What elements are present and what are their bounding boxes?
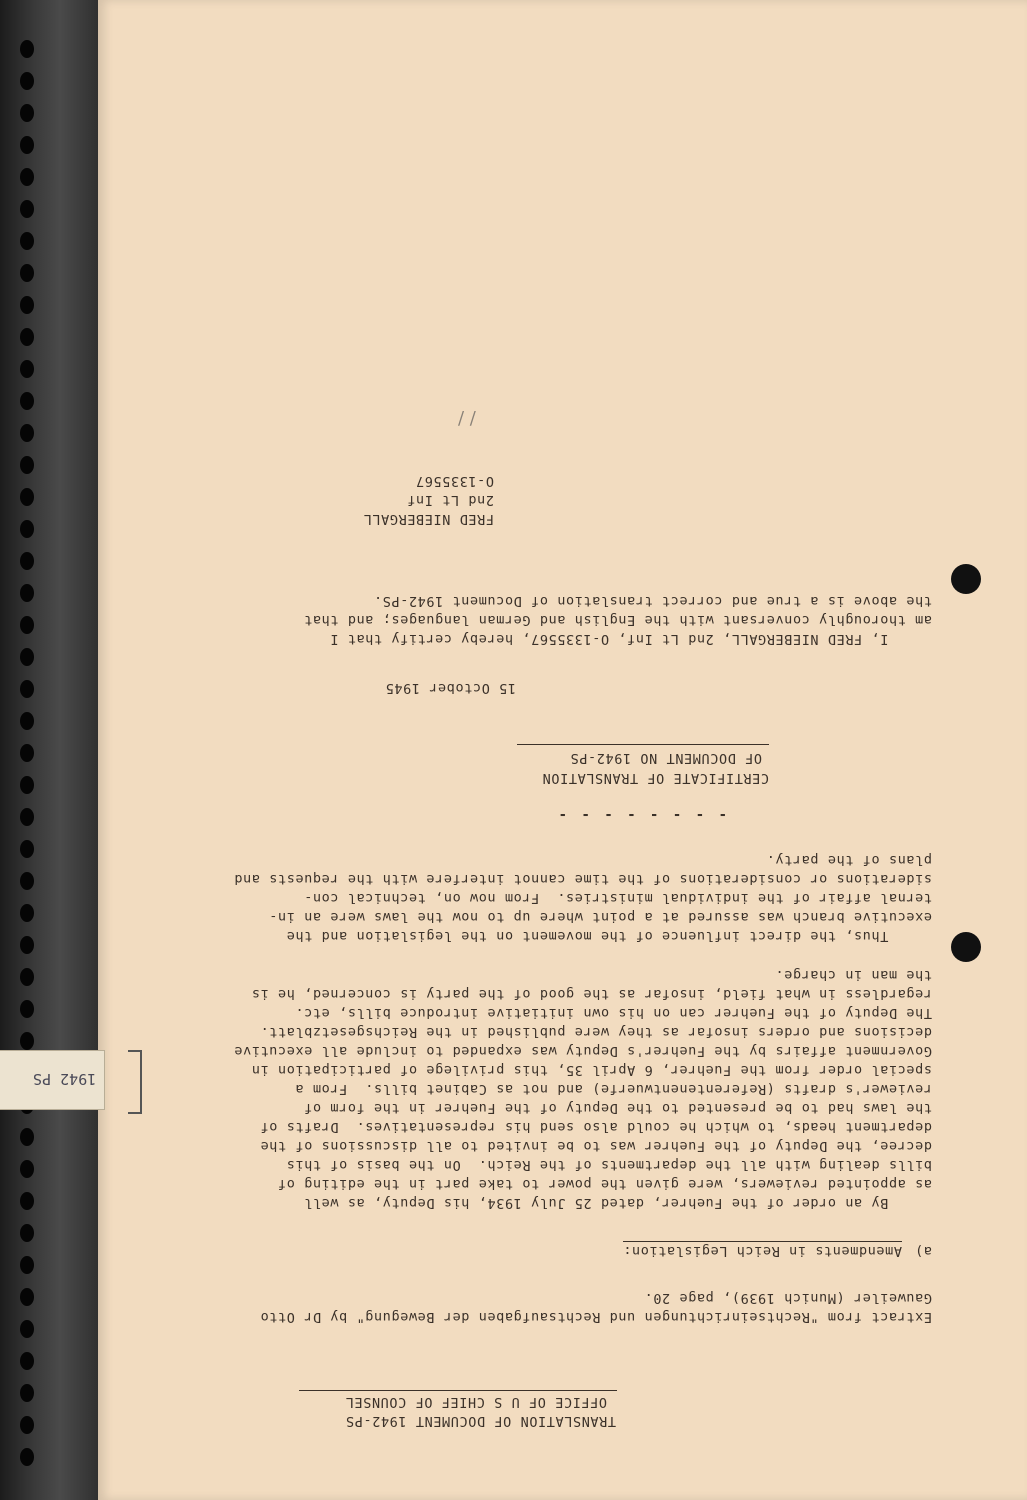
- para1-line: special order from the Fuehrer, 6 April 35, this privilege of participation in: [251, 1062, 932, 1078]
- binder-hole: [20, 968, 34, 986]
- binder-hole: [20, 1352, 34, 1370]
- para2-line: Thus, the direct influence of the movement on the legislation and the: [286, 928, 932, 944]
- para2-line: siderations or considerations of the time cannot interfere with the requests and: [233, 871, 932, 887]
- signature-name: FRED NIEBERGALL: [363, 511, 494, 527]
- binder-hole: [20, 648, 34, 666]
- binder-hole: [20, 168, 34, 186]
- binder-hole: [20, 936, 34, 954]
- binder-hole: [20, 200, 34, 218]
- para1-line: regardless in what field, insofar as the good of the party is concerned, he is: [251, 986, 932, 1002]
- binder-hole: [20, 584, 34, 602]
- para1-line: the laws had to be presented to the Deputy of the Fuehrer in the form of: [303, 1100, 932, 1116]
- punch-hole: [951, 564, 981, 594]
- extract-source-2: Gauweiler (Munich 1939), page 20.: [643, 1290, 932, 1306]
- para1-line: reviewer's drafts (Referentenentwuerfe) and not as Cabinet bills. From a: [294, 1081, 932, 1097]
- binder-spine: [0, 0, 100, 1500]
- binder-hole: [20, 296, 34, 314]
- binder-hole: [20, 1192, 34, 1210]
- binder-hole: [20, 1288, 34, 1306]
- binder-hole: [20, 488, 34, 506]
- binder-hole: [20, 424, 34, 442]
- section-marker: a): [914, 1243, 932, 1259]
- signature-rank: 2nd Lt Inf: [406, 492, 494, 508]
- para2-line: plans of the party.: [766, 852, 932, 868]
- para1-line: The Deputy of the Fuehrer can on his own initiative introduce bills, etc.: [294, 1005, 932, 1021]
- binder-hole: [20, 744, 34, 762]
- pencil-mark: / /: [458, 408, 476, 429]
- certificate-body-line: am thoroughly conversant with the English and German languages; and that: [303, 612, 932, 628]
- section-title-text: Amendments in Reich Legislation:: [622, 1243, 902, 1259]
- para2-line: executive branch was assured at a point where up to now the laws were an in-: [268, 909, 932, 925]
- binder-hole: [20, 1128, 34, 1146]
- para1-line: bills dealing with all the departments of the Reich. On the basis of this: [286, 1157, 932, 1173]
- binder-hole: [20, 712, 34, 730]
- binder-hole: [20, 136, 34, 154]
- header-underline: [299, 1390, 617, 1391]
- header-title: TRANSLATION OF DOCUMENT 1942-PS: [345, 1413, 616, 1429]
- binder-hole: [20, 360, 34, 378]
- binder-hole: [20, 680, 34, 698]
- para1-line: department heads, to which he could also send his representatives. Drafts of: [259, 1119, 932, 1135]
- binder-hole: [20, 872, 34, 890]
- certificate-body-line: I, FRED NIEBERGALL, 2nd Lt Inf, O-1335567, hereby certify that I: [329, 631, 932, 647]
- certificate-title: CERTIFICATE OF TRANSLATION: [542, 770, 769, 786]
- signature-serial: O-1335567: [415, 473, 494, 489]
- binder-hole: [20, 904, 34, 922]
- binder-hole: [20, 776, 34, 794]
- index-tab-label: 1942 PS: [32, 1070, 96, 1088]
- separator: - - - - - - - -: [555, 807, 727, 823]
- binder-hole: [20, 1320, 34, 1338]
- binder-hole: [20, 72, 34, 90]
- binder-hole: [20, 456, 34, 474]
- binder-hole: [20, 264, 34, 282]
- para1-line: as appointed reviewers, were given the power to take part in the editing of: [277, 1176, 932, 1192]
- binder-hole: [20, 1256, 34, 1274]
- para1-line: By an order of the Fuehrer, dated 25 July 1934, his Deputy, as well: [303, 1195, 932, 1211]
- section-title: [623, 1243, 902, 1259]
- binder-hole: [20, 552, 34, 570]
- binder-hole: [20, 1032, 34, 1050]
- binder-hole: [20, 232, 34, 250]
- para1-line: Government affairs by the Fuehrer's Deputy was expanded to include all executive: [233, 1043, 932, 1059]
- para1-line: the man in charge.: [774, 967, 932, 983]
- para1-line: decree, the Deputy of the Fuehrer was to be invited to all discussions of the: [259, 1138, 932, 1154]
- binder-hole: [20, 808, 34, 826]
- binder-hole: [20, 1448, 34, 1466]
- binder-hole: [20, 1224, 34, 1242]
- margin-bracket: [128, 1050, 142, 1114]
- header-office: OFFICE OF U S CHIEF OF COUNSEL: [345, 1394, 607, 1410]
- index-tab: [0, 1050, 105, 1110]
- binder-hole: [20, 392, 34, 410]
- binder-hole: [20, 1384, 34, 1402]
- para2-line: ternal affair of the individual ministries. From now on, technical con-: [303, 890, 932, 906]
- extract-source: Extract from "Rechtseinrichtungen und Rechtsaufgaben der Bewegung" by Dr Otto: [259, 1309, 932, 1325]
- certificate-underline: [517, 744, 769, 745]
- upside-down-document: [98, 0, 1027, 1500]
- punch-hole: [951, 932, 981, 962]
- binder-hole: [20, 1416, 34, 1434]
- binder-hole: [20, 520, 34, 538]
- para1-line: decisions and orders insofar as they were published in the Reichsgesetzblatt.: [259, 1024, 932, 1040]
- certificate-date: 15 October 1945: [385, 680, 516, 696]
- certificate-body-line: the above is a true and correct translation of Document 1942-PS.: [373, 593, 932, 609]
- binder-hole: [20, 40, 34, 58]
- certificate-doc-no: OF DOCUMENT NO 1942-PS: [569, 750, 762, 766]
- binder-hole: [20, 1160, 34, 1178]
- binder-hole: [20, 104, 34, 122]
- binder-hole: [20, 1000, 34, 1018]
- binder-hole: [20, 328, 34, 346]
- binder-hole: [20, 616, 34, 634]
- binder-hole: [20, 840, 34, 858]
- document-page: [98, 0, 1027, 1500]
